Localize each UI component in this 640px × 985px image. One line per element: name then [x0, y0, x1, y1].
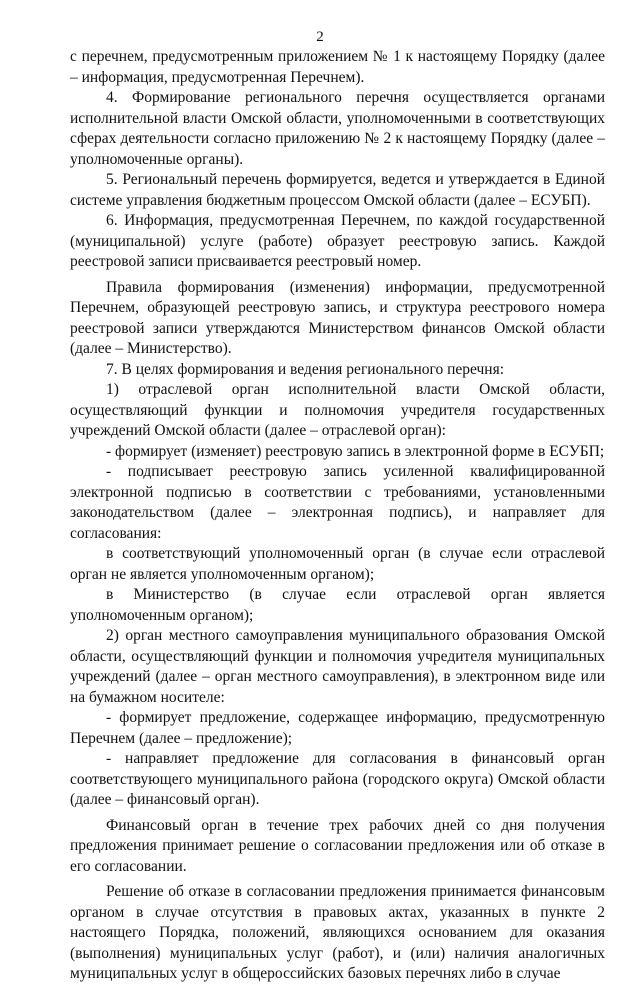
paragraph-item-7: 7. В целях формирования и ведения регионального перечня: — [106, 360, 505, 378]
document-body — [70, 47, 605, 985]
paragraph-subitem-2: 2) орган местного самоуправления муниципального образования Омской области, осуществляющий функции и полномочия учредителя муниципальных учреждений (далее – орган местного самоуправления), в электронном виде или на бумажном носителе: — [70, 627, 605, 706]
paragraph-dash-sends: - направляет предложение для согласования в финансовый орган соответствующего муниципального района (городского округа) Омской области (далее – финансовый орган). — [70, 750, 605, 808]
paragraph-item-5: 5. Региональный перечень формируется, ведется и утверждается в Единой системе управления бюджетным процессом Омской области (далее – ЕСУБП). — [70, 171, 605, 209]
paragraph-continuation: с перечнем, предусмотренным приложением № 1 к настоящему Порядку (далее – информация, предусмотренная Перечнем). — [70, 48, 605, 86]
paragraph-financial-body: Финансовый орган в течение трех рабочих дней со дня получения предложения принимает решение о согласовании предложения или об отказе в его согласовании. — [70, 816, 605, 875]
paragraph-dash-forms: - формирует (изменяет) реестровую запись в электронной форме в ЕСУБП; — [106, 442, 605, 460]
paragraph-dash-signs: - подписывает реестровую запись усиленной квалифицированной электронной подписью в соответствии с требованиями, установленными законодательством (далее – электронная подпись), и направляет для согласования: — [70, 463, 605, 542]
paragraph-refusal-decision: Решение об отказе в согласовании предложения принимается финансовым органом в случае отсутствия в правовых актах, указанных в пункте 2 настоящего Порядка, положений, являющихся основанием для оказания (выполнения) муниципальных услуг (работ), и (или) наличия аналогичных муниципальных услуг в общероссийских базовых перечнях либо в случае — [70, 883, 605, 982]
paragraph-rules: Правила формирования (изменения) информации, предусмотренной Перечнем, образующей реестровую запись, и структура реестрового номера реестровой записи утверждаются Министерством финансов Омской области (далее – Министерство). — [70, 278, 605, 357]
paragraph-to-ministry: в Министерство (в случае если отраслевой орган является уполномоченным органом); — [70, 586, 605, 624]
page-number: 2 — [316, 29, 324, 45]
paragraph-subitem-1: 1) отраслевой орган исполнительной власти Омской области, осуществляющий функции и полномочия учредителя государственных учреждений Омской области (далее – отраслевой орган): — [70, 381, 605, 439]
paragraph-item-4: 4. Формирование регионального перечня осуществляется органами исполнительной власти Омской области, уполномоченными в соответствующих сферах деятельности согласно приложению № 2 к настоящему Порядку (далее – уполномоченные органы). — [70, 89, 605, 168]
paragraph-item-6: 6. Информация, предусмотренная Перечнем, по каждой государственной (муниципальной) услуге (работе) образует реестровую запись. Каждой реестровой записи присваивается реестровый номер. — [70, 212, 605, 270]
paragraph-to-authorized-body: в соответствующий уполномоченный орган (в случае если отраслевой орган не является уполномоченным органом); — [70, 545, 605, 583]
paragraph-dash-proposal: - формирует предложение, содержащее информацию, предусмотренную Перечнем (далее – предложение); — [70, 709, 605, 747]
